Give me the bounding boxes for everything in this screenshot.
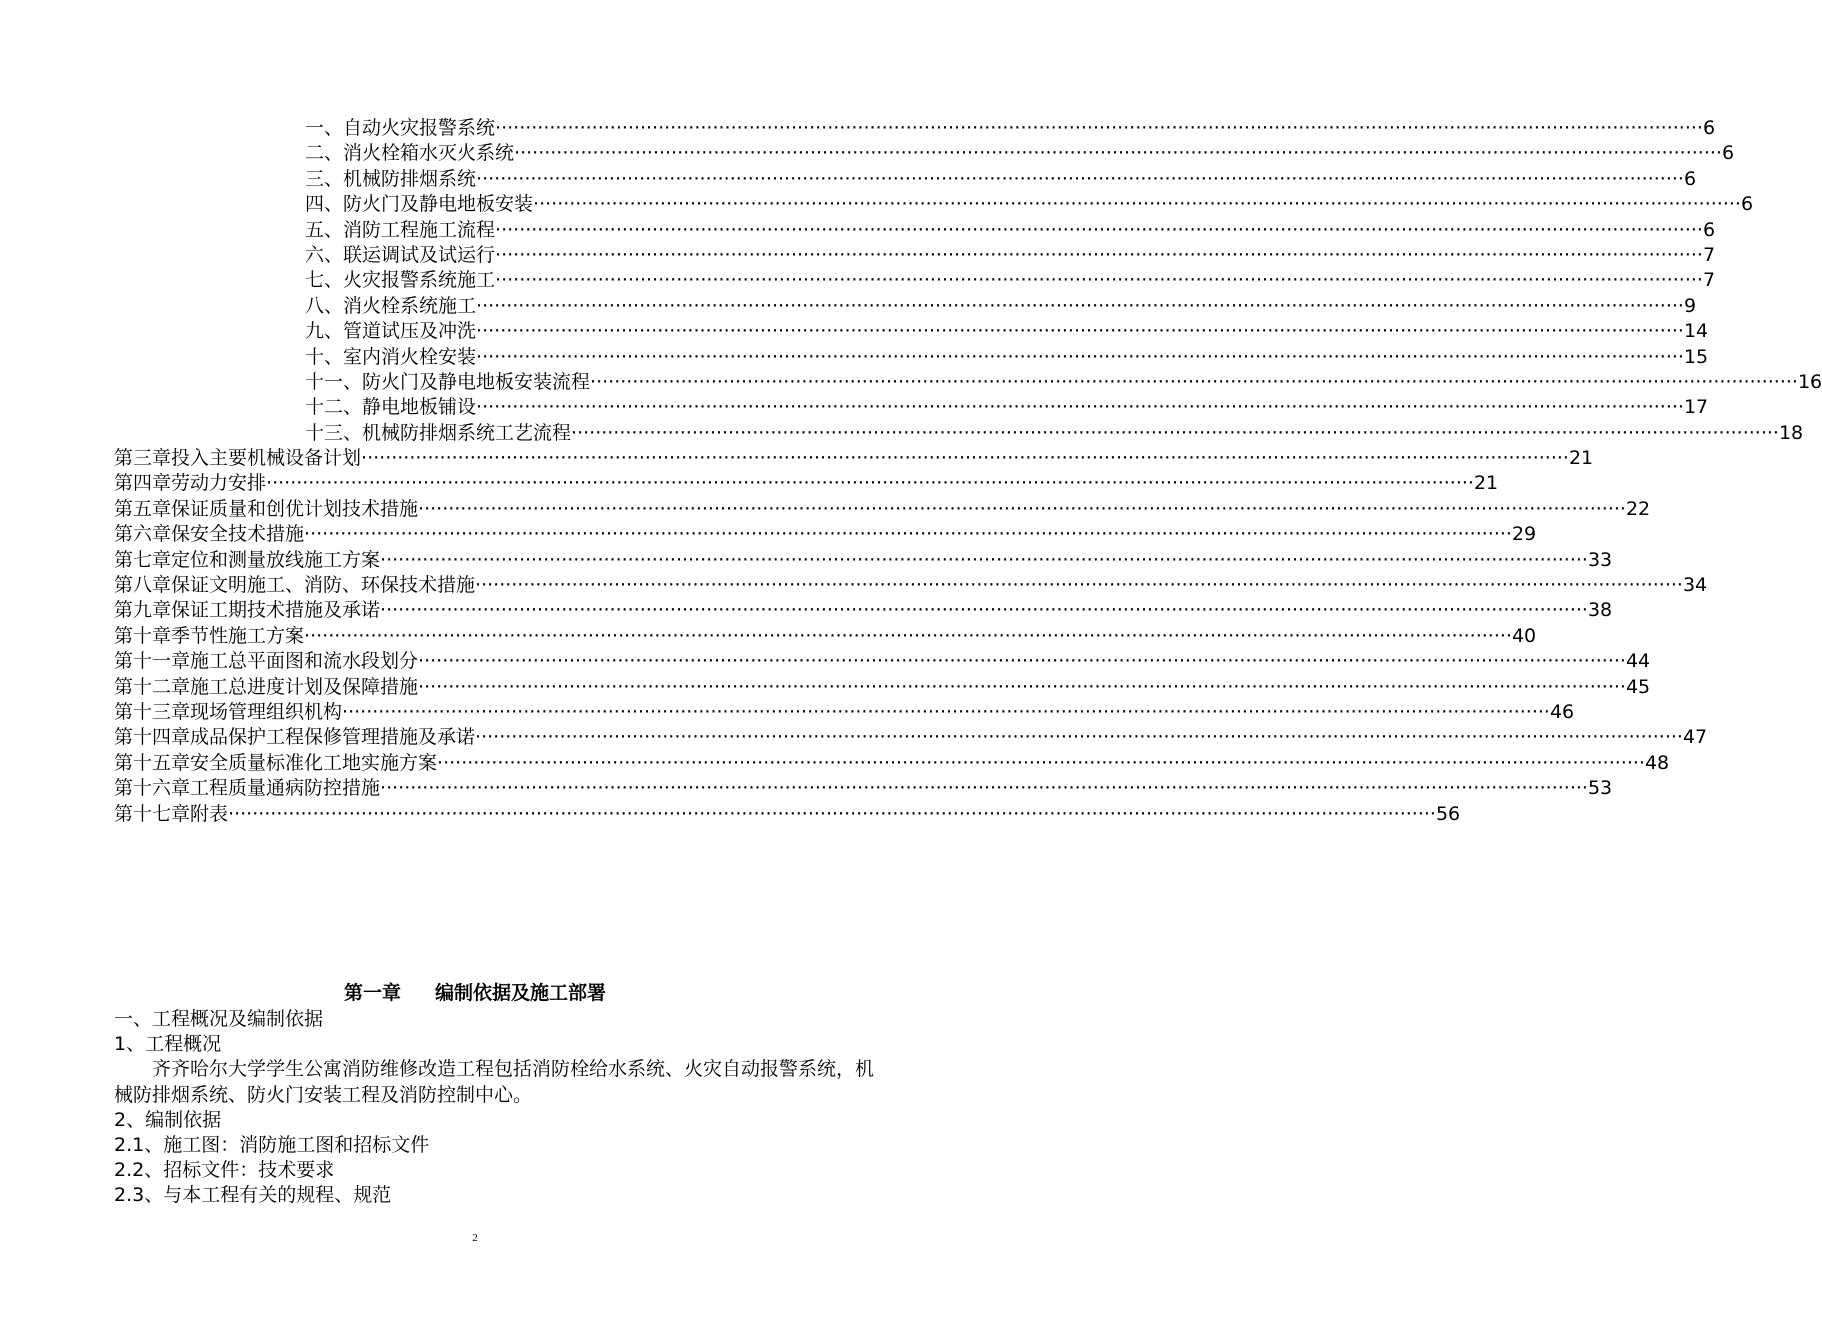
toc-entry-number: 八、 (305, 294, 344, 317)
toc-entry[interactable] (305, 319, 1709, 344)
toc-entry-title: 季节性施工方案 (171, 624, 305, 647)
toc-entry[interactable] (305, 294, 1697, 319)
page-number: 2 (472, 1232, 478, 1244)
toc-entry[interactable] (305, 421, 1804, 446)
toc-entry-title: 机械防排烟系统 (343, 167, 477, 190)
toc-entry-number: 十、 (305, 345, 344, 368)
toc-entry-page: 47 (1682, 726, 1708, 749)
toc-dot-leader: ········································································································································································································ (495, 244, 1703, 266)
toc-entry[interactable] (305, 116, 1716, 141)
list-item: 2.2、招标文件：技术要求 (114, 1159, 335, 1181)
toc-entry[interactable] (305, 243, 1716, 268)
toc-dot-leader: ········································································································································································································ (476, 294, 1684, 317)
toc-entry-title: 消防工程施工流程 (343, 218, 496, 241)
toc-entry-number: 二、 (305, 142, 344, 165)
toc-entry[interactable] (305, 268, 1716, 293)
toc-entry-page: 17 (1683, 396, 1709, 419)
toc-entry-number: 七、 (305, 269, 344, 292)
toc-entry-number: 三、 (305, 167, 344, 190)
toc-entry-number: 第十二章 (114, 675, 191, 698)
toc-entry-number: 六、 (305, 244, 344, 266)
toc-entry-title: 保证工期技术措施及承诺 (171, 599, 381, 622)
toc-entry-page: 48 (1644, 751, 1670, 774)
toc-entry-title: 投入主要机械设备计划 (171, 447, 362, 469)
toc-entry-page: 40 (1511, 624, 1537, 647)
toc-entry-title: 现场管理组织机构 (190, 701, 343, 723)
toc-entry-number: 第三章 (114, 447, 172, 469)
toc-dot-leader: ········································································································································································································ (476, 320, 1684, 343)
toc-entry-page: 38 (1587, 599, 1613, 622)
toc-entry-number: 十二、 (305, 396, 363, 419)
toc-entry-title: 施工总平面图和流水段划分 (190, 650, 419, 673)
toc-dot-leader: ········································································································································································································ (514, 142, 1722, 165)
toc-entry[interactable] (305, 370, 1822, 395)
toc-entry-title: 劳动力安排 (171, 472, 267, 495)
toc-entry-title: 定位和测量放线施工方案 (171, 548, 381, 571)
toc-dot-leader: ········································································································································································································ (476, 167, 1684, 190)
toc-dot-leader: ········································································································································································································ (266, 472, 1474, 495)
subsection-heading: 1、工程概况 (114, 1033, 222, 1055)
toc-entry-page: 22 (1625, 497, 1651, 520)
toc-entry-number: 第六章 (114, 523, 172, 546)
toc-entry-page: 56 (1435, 802, 1461, 825)
toc-entry-title: 保证文明施工、消防、环保技术措施 (171, 574, 476, 596)
toc-entry-title: 联运调试及试运行 (343, 244, 496, 266)
toc-entry-title: 保安全技术措施 (171, 523, 305, 546)
toc-entry-number: 第五章 (114, 497, 172, 520)
toc-entry-page: 44 (1625, 650, 1651, 673)
toc-dot-leader: ········································································································································································································ (475, 574, 1683, 596)
toc-entry-page: 6 (1740, 193, 1754, 216)
toc-entry-title: 静电地板铺设 (362, 396, 477, 419)
toc-entry[interactable] (305, 218, 1716, 243)
toc-entry-page: 18 (1778, 421, 1804, 444)
toc-entry-number: 五、 (305, 218, 344, 241)
toc-dot-leader: ········································································································································································································ (495, 218, 1703, 241)
toc-entry-page: 7 (1702, 269, 1716, 292)
toc-entry-page: 7 (1702, 244, 1716, 266)
toc-entry-page: 29 (1511, 523, 1537, 546)
toc-entry[interactable] (114, 624, 1537, 649)
toc-dot-leader: ········································································································································································································ (476, 345, 1684, 368)
toc-entry[interactable] (114, 776, 1613, 801)
toc-entry-page: 21 (1473, 472, 1499, 495)
toc-entry[interactable] (114, 700, 1575, 725)
toc-entry-title: 附表 (190, 802, 229, 825)
toc-entry-title: 机械防排烟系统工艺流程 (362, 421, 572, 444)
toc-entry-number: 一、 (305, 117, 344, 139)
toc-entry-page: 34 (1682, 574, 1708, 596)
toc-entry-page: 45 (1625, 675, 1651, 698)
toc-dot-leader: ········································································································································································································ (304, 624, 1512, 647)
toc-dot-leader: ········································································································································································································ (228, 802, 1436, 825)
toc-entry-number: 第十章 (114, 624, 172, 647)
toc-entry[interactable] (114, 802, 1461, 827)
toc-entry-page: 14 (1683, 320, 1709, 343)
toc-entry-number: 十一、 (305, 371, 363, 393)
toc-dot-leader: ········································································································································································································ (495, 269, 1703, 292)
toc-entry[interactable] (114, 598, 1613, 623)
toc-entry-page: 46 (1549, 701, 1575, 723)
toc-entry-number: 第十四章 (114, 726, 191, 749)
toc-dot-leader: ········································································································································································································ (571, 421, 1779, 444)
toc-entry[interactable] (114, 471, 1499, 496)
toc-entry-page: 21 (1568, 447, 1594, 469)
toc-entry-number: 第十三章 (114, 701, 191, 723)
toc-entry-title: 防火门及静电地板安装 (343, 193, 534, 216)
toc-entry[interactable] (114, 548, 1613, 573)
toc-entry-page: 6 (1702, 218, 1716, 241)
toc-entry-title: 消火栓箱水灭火系统 (343, 142, 515, 165)
toc-dot-leader: ········································································································································································································ (495, 117, 1703, 139)
toc-entry-title: 防火门及静电地板安装流程 (362, 371, 591, 393)
toc-entry-title: 施工总进度计划及保障措施 (190, 675, 419, 698)
toc-entry-title: 管道试压及冲洗 (343, 320, 477, 343)
toc-entry-number: 第十七章 (114, 802, 191, 825)
subsection-heading: 2、编制依据 (114, 1109, 222, 1131)
toc-entry-number: 九、 (305, 320, 344, 343)
toc-entry[interactable] (114, 649, 1651, 674)
toc-entry-title: 工程质量通病防控措施 (190, 777, 381, 800)
toc-entry[interactable] (114, 522, 1537, 547)
toc-entry-title: 火灾报警系统施工 (343, 269, 496, 292)
toc-entry-number: 第九章 (114, 599, 172, 622)
toc-entry-title: 保证质量和创优计划技术措施 (171, 497, 419, 520)
section-heading: 一、工程概况及编制依据 (114, 1008, 324, 1030)
toc-entry[interactable] (114, 725, 1708, 750)
chapter-heading (0, 980, 950, 1006)
toc-entry-title: 安全质量标准化工地实施方案 (190, 751, 438, 774)
toc-dot-leader: ········································································································································································································ (418, 497, 1626, 520)
project-overview-paragraph: 齐齐哈尔大学学生公寓消防维修改造工程包括消防栓给水系统、火灾自动报警系统，机械防排烟系统、防火门安装工程及消防控制中心。 (114, 1058, 875, 1106)
toc-entry-page: 16 (1797, 371, 1822, 393)
toc-dot-leader: ········································································································································································································ (361, 447, 1569, 469)
toc-dot-leader: ········································································································································································································ (380, 548, 1588, 571)
toc-entry[interactable] (114, 573, 1708, 598)
toc-entry-number: 十三、 (305, 421, 363, 444)
toc-entry[interactable] (305, 141, 1735, 166)
toc-dot-leader: ········································································································································································································ (380, 777, 1588, 800)
toc-entry-title: 成品保护工程保修管理措施及承诺 (190, 726, 476, 749)
toc-dot-leader: ········································································································································································································ (590, 371, 1798, 393)
toc-entry-number: 四、 (305, 193, 344, 216)
toc-dot-leader: ········································································································································································································ (533, 193, 1741, 216)
toc-entry[interactable] (305, 192, 1754, 217)
list-item: 2.1、施工图：消防施工图和招标文件 (114, 1134, 430, 1156)
toc-dot-leader: ········································································································································································································ (475, 726, 1683, 749)
toc-entry-title: 自动火灾报警系统 (343, 117, 496, 139)
toc-entry-number: 第十五章 (114, 751, 191, 774)
toc-entry-number: 第十六章 (114, 777, 191, 800)
toc-entry-title: 室内消火栓安装 (343, 345, 477, 368)
toc-entry-page: 6 (1683, 167, 1697, 190)
toc-dot-leader: ········································································································································································································ (418, 650, 1626, 673)
toc-entry[interactable] (114, 751, 1670, 776)
toc-entry-number: 第七章 (114, 548, 172, 571)
toc-dot-leader: ········································································································································································································ (418, 675, 1626, 698)
toc-entry-page: 33 (1587, 548, 1613, 571)
toc-entry-number: 第四章 (114, 472, 172, 495)
toc-entry-number: 第十一章 (114, 650, 191, 673)
list-item: 2.3、与本工程有关的规程、规范 (114, 1184, 392, 1206)
toc-entry[interactable] (114, 446, 1594, 471)
toc-entry[interactable] (305, 345, 1709, 370)
toc-entry-page: 9 (1683, 294, 1697, 317)
toc-entry-number: 第八章 (114, 574, 172, 596)
chapter-heading-title: 编制依据及施工部署 (435, 982, 607, 1004)
toc-dot-leader: ········································································································································································································ (476, 396, 1684, 419)
chapter-heading-number: 第一章 (343, 982, 401, 1004)
toc-dot-leader: ········································································································································································································ (342, 701, 1550, 723)
toc-dot-leader: ········································································································································································································ (437, 751, 1645, 774)
toc-dot-leader: ········································································································································································································ (380, 599, 1588, 622)
toc-entry[interactable] (305, 167, 1697, 192)
toc-entry-page: 53 (1587, 777, 1613, 800)
toc-entry-title: 消火栓系统施工 (343, 294, 477, 317)
toc-entry[interactable] (114, 497, 1651, 522)
toc-dot-leader: ········································································································································································································ (304, 523, 1512, 546)
toc-entry-page: 6 (1702, 117, 1716, 139)
toc-entry-page: 15 (1683, 345, 1709, 368)
toc-entry-page: 6 (1721, 142, 1735, 165)
toc-entry[interactable] (305, 395, 1709, 420)
toc-entry[interactable] (114, 675, 1651, 700)
